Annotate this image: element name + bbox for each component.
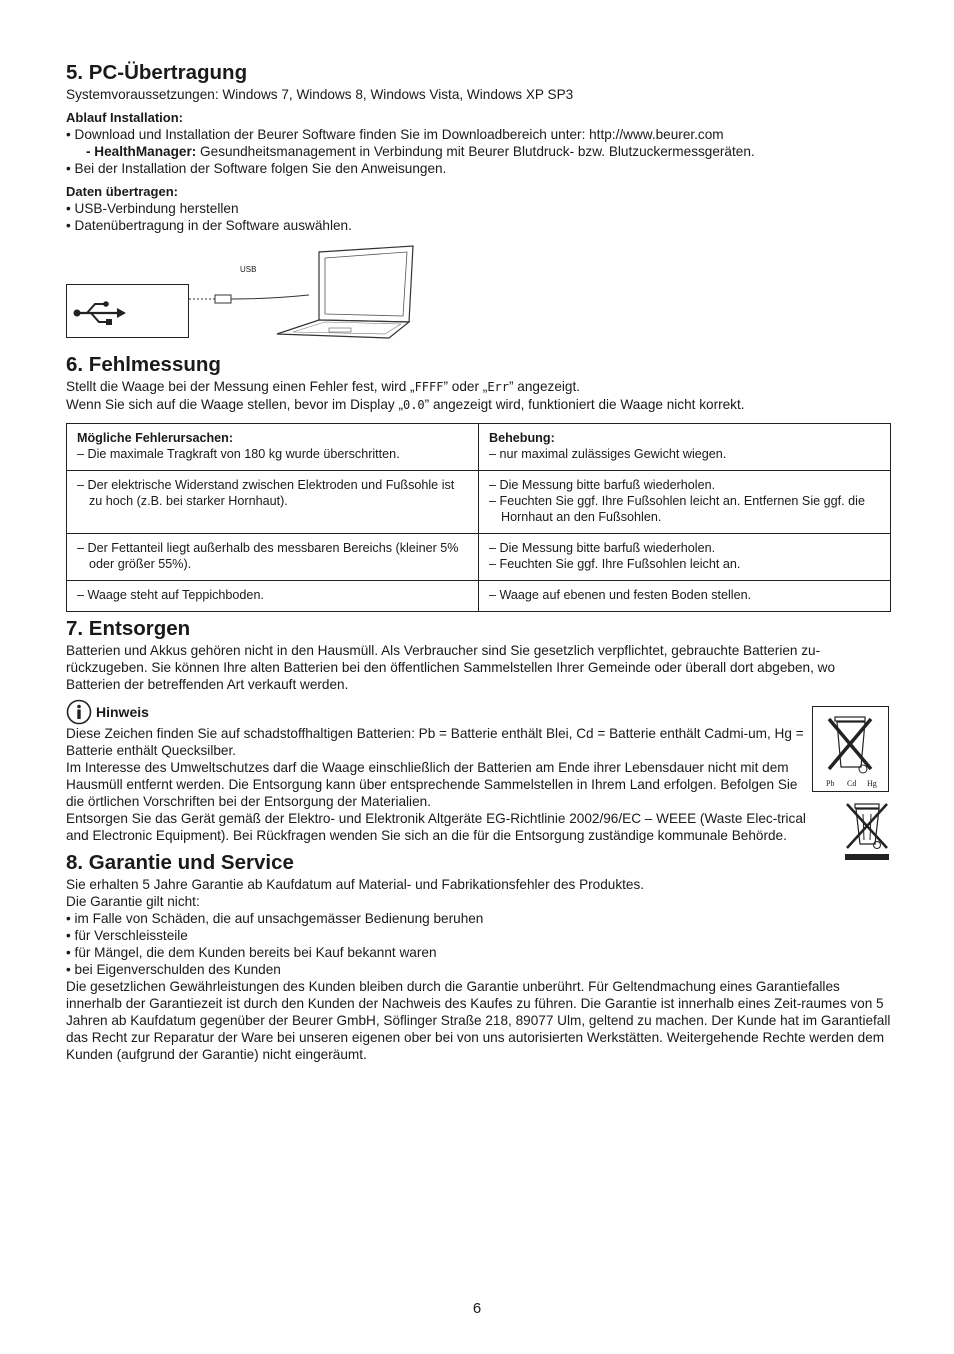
info-icon	[66, 699, 92, 725]
warranty-text-2: Die Garantie gilt nicht:	[66, 894, 200, 909]
fix-text: – Feuchten Sie ggf. Ihre Fußsohlen leicht an.	[489, 557, 741, 571]
list-item: • für Mängel, die dem Kunden bereits bei Kauf bekannt waren	[66, 945, 437, 960]
transfer-step-2: • Datenübertragung in der Software auswählen.	[66, 218, 352, 233]
cause-text: – Der Fettanteil liegt außerhalb des messbaren Bereichs (kleiner 5% oder größer 55%).	[77, 541, 459, 571]
table-row	[67, 424, 891, 471]
fix-text: – Waage auf ebenen und festen Boden stellen.	[489, 588, 752, 602]
display-text-part: Wenn Sie sich auf die Waage stellen, bevor im Display „	[66, 397, 403, 412]
healthmanager-line	[66, 143, 891, 160]
table-cell	[479, 424, 891, 471]
table-cell	[67, 471, 479, 534]
table-row	[67, 534, 891, 581]
table-row	[67, 471, 891, 534]
page-content	[66, 60, 891, 1063]
cause-text: – Waage steht auf Teppichboden.	[77, 588, 264, 602]
error-text-part: ” oder „	[443, 379, 488, 394]
display-code-zero: 0.0	[402, 398, 425, 412]
battery-bin-icon-box	[812, 706, 889, 792]
weee-crossed-bin-icon	[837, 798, 897, 862]
healthmanager-label: - HealthManager:	[86, 144, 197, 159]
cause-text: – Der elektrische Widerstand zwischen Elektroden und Fußsohle ist zu hoch (z.B. bei starker Hornhaut).	[77, 478, 455, 508]
hinweis-heading	[66, 699, 891, 725]
hinweis-text-3: Entsorgen Sie das Gerät gemäß der Elektro- und Elektronik Altgeräte EG-Richtlinie 2002/96/EC – WEEE (Waste Elec-trical and Electronic Equipment). Bei Rückfragen wenden Sie sich an die für die Entsorgung zuständige kommunale Behörde.	[66, 811, 806, 843]
battery-code-hg: Hg	[867, 779, 877, 788]
transfer-heading: Daten übertragen:	[66, 184, 178, 199]
section-6-title: 6. Fehlmessung	[66, 353, 221, 376]
column-header-cause: Mögliche Fehlerursachen:	[77, 431, 234, 445]
table-cell	[479, 581, 891, 612]
fix-text: – Die Messung bitte barfuß wiederholen.	[489, 478, 716, 492]
hinweis-label: Hinweis	[96, 704, 149, 720]
fix-text: – Feuchten Sie ggf. Ihre Fußsohlen leicht an. Entfernen Sie ggf. die Hornhaut an den Fußsohlen.	[489, 494, 865, 524]
section-5-title: 5. PC-Übertragung	[66, 61, 248, 84]
disposal-icons	[812, 706, 897, 862]
healthmanager-text: Gesundheitsmanagement in Verbindung mit Beurer Blutdruck- bzw. Blutzuckermessgeräten.	[196, 144, 755, 159]
usb-port-box	[66, 284, 189, 338]
warranty-text-1: Sie erhalten 5 Jahre Garantie ab Kaufdatum auf Material- und Fabrikationsfehler des Produktes.	[66, 877, 645, 892]
error-code-err: Err	[487, 380, 509, 394]
table-cell	[479, 471, 891, 534]
usb-cable-label: USB	[240, 265, 257, 274]
table-row	[67, 581, 891, 612]
column-header-fix: Behebung:	[489, 431, 555, 445]
usb-connection-illustration	[66, 240, 891, 340]
table-cell	[479, 534, 891, 581]
install-step-1: • Download und Installation der Beurer Software finden Sie im Downloadbereich unter: http://www.beurer.com	[66, 127, 724, 142]
battery-code-pb: Pb	[826, 779, 835, 788]
section-7-title: 7. Entsorgen	[66, 617, 191, 640]
list-item: • im Falle von Schäden, die auf unsachgemässer Bedienung beruhen	[66, 911, 484, 926]
table-cell	[67, 424, 479, 471]
laptop-icon	[189, 240, 549, 340]
list-item: • bei Eigenverschulden des Kunden	[66, 962, 281, 977]
display-text-part: ” angezeigt wird, funktioniert die Waage nicht korrekt.	[424, 397, 745, 412]
hinweis-text-1: Diese Zeichen finden Sie auf schadstoffhaltigen Batterien: Pb = Batterie enthält Blei, Cd = Batterie enthält Cadmi-um, Hg = Batterie enthält Quecksilber.	[66, 726, 804, 758]
error-text-part: ” angezeigt.	[509, 379, 581, 394]
page-number: 6	[472, 1300, 482, 1317]
cause-text: – Die maximale Tragkraft von 180 kg wurde überschritten.	[77, 447, 400, 461]
battery-disposal-text: Batterien und Akkus gehören nicht in den Hausmüll. Als Verbraucher sind Sie gesetzlich verpflichtet, gebrauchte Batterien zu-rückzugeben. Sie können Ihre alten Batterien bei den öffentlichen Sammelstellen Ihrer Gemeinde oder überall dort abgeben, wo Batterien der betreffenden Art verkauft werden.	[66, 643, 836, 692]
error-display-text	[66, 378, 891, 396]
error-text-part: Stellt die Waage bei der Messung einen Fehler fest, wird „	[66, 379, 415, 394]
list-item: • für Verschleissteile	[66, 928, 188, 943]
transfer-step-1: • USB-Verbindung herstellen	[66, 201, 239, 216]
usb-icon	[71, 293, 131, 333]
table-cell	[67, 581, 479, 612]
error-table	[66, 423, 891, 612]
install-heading: Ablauf Installation:	[66, 110, 183, 125]
hinweis-text-2: Im Interesse des Umweltschutzes darf die Waage einschließlich der Batterien am Ende ihrer Lebensdauer nicht mit dem Hausmüll entfernt werden. Die Entsorgung kann über entsprechende Sammelstellen in Ihrem Land erfolgen. Befolgen Sie die örtlichen Vorschriften bei der Entsorgung der Materialien.	[66, 760, 798, 809]
fix-text: – nur maximal zulässiges Gewicht wiegen.	[489, 447, 727, 461]
display-zero-text	[66, 396, 891, 414]
table-cell	[67, 534, 479, 581]
fix-text: – Die Messung bitte barfuß wiederholen.	[489, 541, 716, 555]
warranty-text-3: Die gesetzlichen Gewährleistungen des Kunden bleiben durch die Garantie unberührt. Für Geltendmachung eines Garantiefalles innerhalb der Garantiezeit ist durch den Kunden der Nachweis des Kaufes zu führen. Die Garantie ist innerhalb eines Zeit-raumes von 5 Jahren ab Kaufdatum gegenüber der Beurer GmbH, Söflinger Straße 218, 89077 Ulm, geltend zu machen. Der Kunde hat im Garantiefall das Recht zur Reparatur der Ware bei unseren eigenen ober bei von uns autorisierten Werkstätten. Weitergehende Rechte werden dem Kunden (aufgrund der Garantie) nicht eingeräumt.	[66, 979, 891, 1062]
error-code-ffff: FFFF	[414, 380, 444, 394]
hinweis-body	[66, 725, 806, 844]
battery-code-cd: Cd	[847, 779, 857, 788]
section-8-title: 8. Garantie und Service	[66, 851, 294, 874]
system-requirements: Systemvoraussetzungen: Windows 7, Windows 8, Windows Vista, Windows XP SP3	[66, 87, 574, 102]
install-step-2: • Bei der Installation der Software folgen Sie den Anweisungen.	[66, 161, 447, 176]
